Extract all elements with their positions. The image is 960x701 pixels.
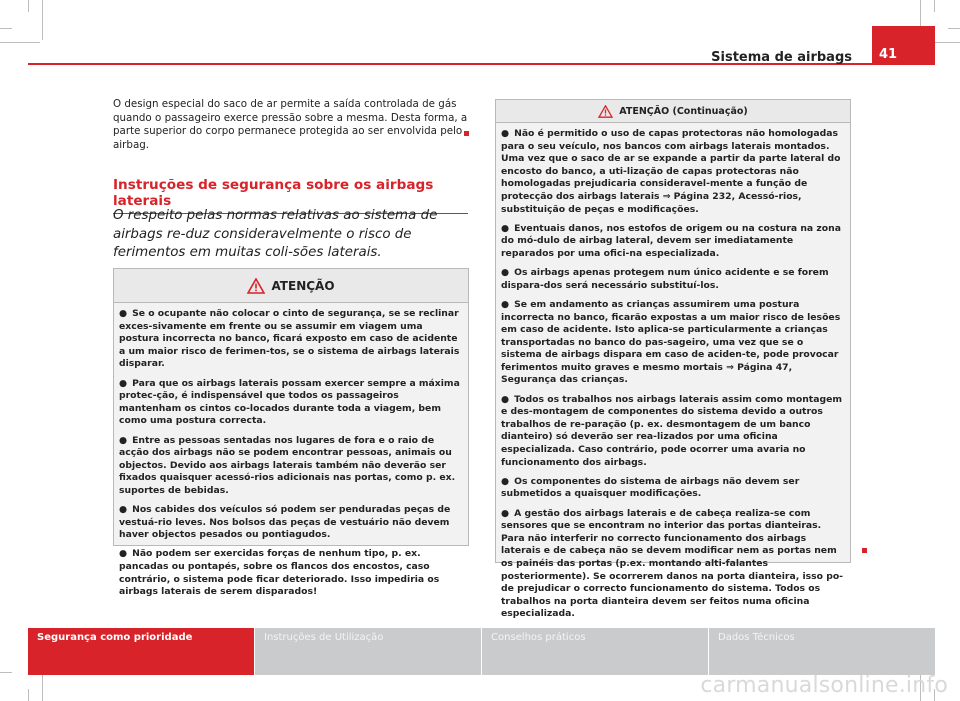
warning-triangle-icon [247, 278, 265, 294]
warning-item-text: Se em andamento as crianças assumirem uma postura incorrecta no banco, ficarão expostas a um maior risco de lesões em caso de acidente. Isto aplica-se particularmente a crianças transportadas no banco do pas-sageiro, uma vez que se o sistema de airbags dispara em caso de aciden-te, pode provocar ferimentos muito graves e mesmo mortais ⇒ Página 47, Segurança das crianças. [501, 298, 841, 386]
footer-tab-conselhos[interactable]: Conselhos práticos [482, 628, 708, 675]
warning-item [119, 378, 463, 428]
section-heading: Instruções de segurança sobre os airbags laterais [113, 177, 468, 214]
footer-tab-instrucoes[interactable]: Instruções de Utilização [255, 628, 481, 675]
crop-mark [948, 28, 960, 29]
warning-item-text: Não podem ser exercidas forças de nenhum tipo, p. ex. pancadas ou pontapés, sobre os flancos dos encostos, caso contrário, o sistema pode ficar deteriorado. Isso impediria os airbags laterais de serem disparados! [119, 548, 440, 598]
page-number-tab [872, 26, 935, 65]
footer-tab-dados-tecnicos[interactable]: Dados Técnicos [709, 628, 935, 675]
crop-mark [28, 0, 29, 12]
warning-title: ATENÇÃO [271, 278, 335, 293]
warning-body [114, 303, 468, 603]
warning-item-text: Se o ocupante não colocar o cinto de segurança, se se reclinar exces-sivamente em frente ou se assumir em viagem uma postura incorrecta no banco, ficará exposto em caso de acidente a um maior risco de ferimen-tos, se o sistema de airbags laterais disparar. [119, 308, 460, 370]
bullet: ● [119, 377, 128, 389]
warning-item-text: Nos cabides dos veículos só podem ser penduradas peças de vestuá-rio leves. Nos bolsos das peças de vestuário não devem haver objectos pesados ou pontiagudos. [119, 504, 451, 541]
bullet: ● [501, 267, 510, 279]
crop-mark [934, 0, 935, 12]
bullet: ● [119, 308, 128, 319]
bullet: ● [119, 504, 128, 516]
intro-block [113, 98, 468, 152]
warning-item-text: Não é permitido o uso de capas protectoras não homologadas para o seu veículo, nos bancos com airbags laterais montados. Uma vez que o saco de ar se expande a partir da parte lateral do encosto do banco, a uti-lização de capas protectoras não homologadas prejudicaria consideravel-mente a função de protecção dos airbags laterais ⇒ Página 232, Acessó-rios, substituição de peças e modificações. [501, 128, 841, 215]
bullet: ● [119, 434, 128, 446]
crop-mark [0, 672, 12, 673]
warning-item-text: Para que os airbags laterais possam exercer sempre a máxima protec-ção, é indispensável que todos os passageiros mantenham os cintos co-locados durante toda a viagem, bem como uma postura correcta. [119, 377, 460, 427]
warning-item-text: Os componentes do sistema de airbags não devem ser submetidos a quaisquer modificações. [501, 475, 800, 500]
bullet: ● [501, 222, 510, 234]
bullet: ● [501, 298, 510, 310]
warning-item [501, 299, 845, 387]
intro-paragraph: O design especial do saco de ar permite a saída controlada de gás quando o passageiro exerce pressão sobre a mesma. Desta forma, a parte superior do corpo permanece protegida ao ser envolvida pelo airbag. [113, 98, 468, 151]
lead-paragraph: O respeito pelas normas relativas ao sistema de airbags re-duz consideravelmente o risco de ferimentos em muitas coli-sões laterais. [113, 208, 438, 260]
running-header-title: Sistema de airbags [711, 50, 852, 65]
crop-mark [0, 28, 12, 29]
warning-body [496, 123, 850, 625]
warning-item [119, 308, 463, 371]
warning-item [501, 476, 845, 501]
section-end-marker [464, 131, 469, 136]
warning-item-text: A gestão dos airbags laterais e de cabeça realiza-se com sensores que se encontram no interior das portas dianteiras. Para não interferir no correcto funcionamento dos airbags laterais e de cabeça não se devem modificar nem as portas nem os painéis das portas (p.ex. montando alti-falantes posteriormente). Se ocorrerem danos na porta dianteira, isso po-de prejudicar o correcto funcionamento do sistema. Todos os trabalhos na porta dianteira devem ser feitos numa oficina especializada. [501, 507, 844, 620]
crop-mark [42, 0, 43, 40]
bullet: ● [119, 548, 128, 560]
warning-item-text: Eventuais danos, nos estofos de origem ou na costura na zona do mó-dulo de airbag lateral, devem ser imediatamente reparados por uma ofici-na especializada. [501, 222, 841, 259]
warning-triangle-icon [598, 105, 613, 118]
warning-item [119, 435, 463, 498]
warning-item-text: Todos os trabalhos nos airbags laterais assim como montagem e des-montagem de componentes do sistema devido a outros trabalhos de re-paração (p. ex. desmontagem de um banco dianteiro) só deverão ser rea-lizados por uma oficina especializada. Caso contrário, pode ocorrer uma avaria no funcionamento dos airbags. [501, 393, 842, 468]
bullet: ● [501, 393, 510, 405]
warning-header [114, 269, 468, 303]
page-number: 41 [879, 47, 898, 62]
warning-item [501, 508, 845, 621]
warning-header [496, 100, 850, 123]
watermark: carmanualsonline.info [700, 673, 948, 698]
warning-item [119, 548, 463, 598]
bullet: ● [501, 128, 510, 139]
warning-title: ATENÇÃO (Continuação) [619, 105, 748, 117]
warning-item [501, 128, 845, 216]
warning-item [501, 223, 845, 261]
warning-continuation-box [495, 99, 851, 620]
bullet: ● [501, 507, 510, 519]
warning-item [501, 267, 845, 292]
warning-box [113, 268, 469, 598]
crop-mark [0, 42, 40, 43]
footer-nav [28, 628, 935, 675]
crop-mark [28, 689, 29, 701]
section-end-marker [862, 548, 867, 553]
warning-item-text: Entre as pessoas sentadas nos lugares de fora e o raio de acção dos airbags não se podem encontrar pessoas, animais ou objectos. Devido aos airbags laterais também não deverão ser fixados quaisquer acessó-rios adicionais nas portas, como p. ex. suportes de bebidas. [119, 434, 456, 496]
warning-item [119, 504, 463, 542]
warning-item [501, 394, 845, 470]
footer-tab-seguranca[interactable]: Segurança como prioridade [28, 628, 254, 675]
bullet: ● [501, 475, 510, 487]
warning-item-text: Os airbags apenas protegem num único acidente e se forem dispara-dos será necessário substituí-los. [501, 267, 829, 291]
